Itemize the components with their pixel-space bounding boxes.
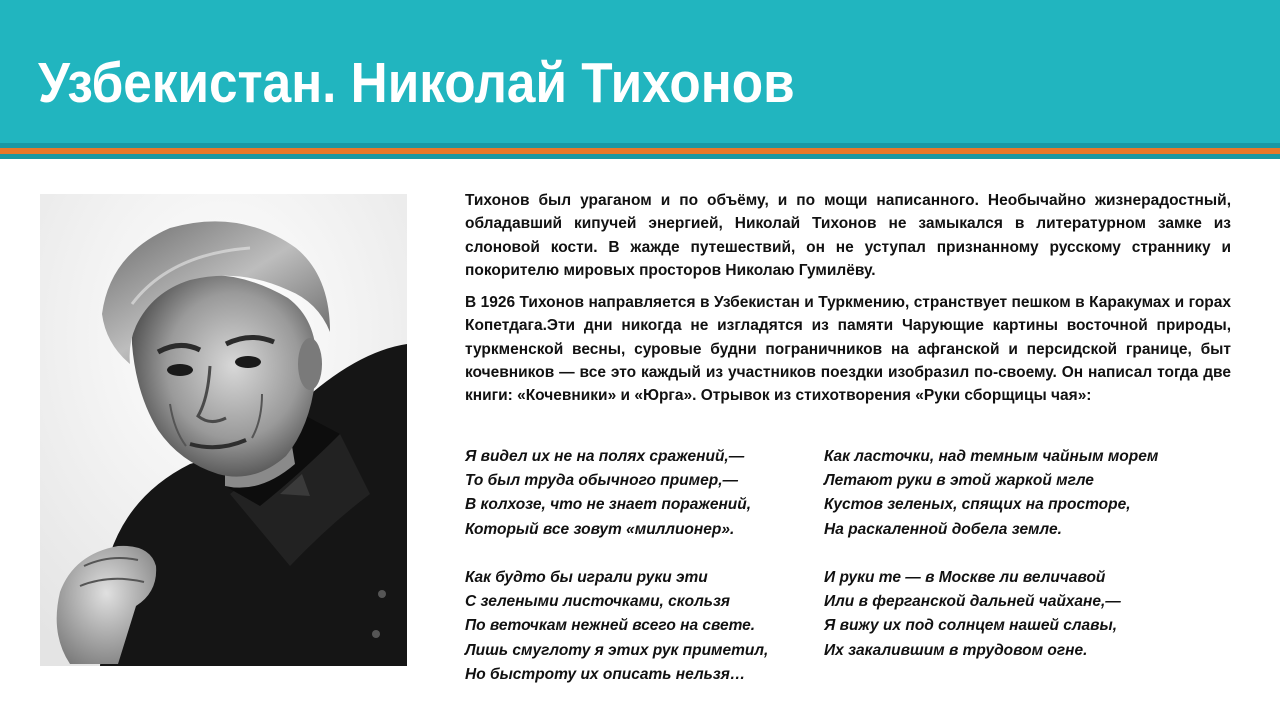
poem-line: То был труда обычного пример,— xyxy=(465,472,739,490)
poem-line: С зелеными листочками, скользя xyxy=(465,593,730,611)
portrait-photo xyxy=(40,194,407,666)
poem-line: На раскаленной добела земле. xyxy=(824,520,1062,538)
poem-line: Их закалившим в трудовом огне. xyxy=(824,641,1088,659)
poem-line: Но быстроту их описать нельзя… xyxy=(465,665,746,683)
paragraph-journey: В 1926 Тихонов направляется в Узбекистан и Туркмению, странствует пешком в Каракумах и горах Копетдага.Эти дни никогда не изгладятся из памяти Чарующие картины восточной природы, туркменской весны, суровые будни пограничников на афганской и персидской границе, быт кочевников — все это каждый из участников поездки изобразил по-своему. Он написал тогда две книги: «Кочевники» и «Юрга». Отрывок из стихотворения «Руки сборщицы чая»: xyxy=(465,294,1231,405)
poem-line: Летают руки в этой жаркой мгле xyxy=(824,472,1094,490)
poem-line: Или в ферганской дальней чайхане,— xyxy=(824,593,1121,611)
poem-line: Который все зовут «миллионер». xyxy=(465,520,735,538)
poem-line: Как будто бы играли руки эти xyxy=(465,568,708,586)
poem-line: Кустов зеленых, спящих на просторе, xyxy=(824,496,1131,514)
slide-title: Узбекистан. Николай Тихонов xyxy=(38,51,795,115)
stanza-gap xyxy=(465,542,768,566)
divider-stripe-teal-lower xyxy=(0,154,1280,159)
poem-line: И руки те — в Москве ли величавой xyxy=(824,568,1106,586)
poem-line: Как ласточки, над темным чайным морем xyxy=(824,448,1159,465)
poem-line: В колхозе, что не знает поражений, xyxy=(465,496,752,514)
poem-line: По веточкам нежней всего на свете. xyxy=(465,617,756,635)
paragraph-intro: Тихонов был ураганом и по объёму, и по мощи написанного. Необычайно жизнерадостный, обладавший кипучей энергией, Николай Тихонов не замыкался в литературном замке из слоновой кости. В жажде путешествий, он не уступал признанному русскому страннику и покорителю мировых просторов Николаю Гумилёву. xyxy=(465,192,1231,279)
poem-column-right xyxy=(824,445,1158,663)
poem-line: Я видел их не на полях сражений,— xyxy=(465,448,745,465)
portrait-photo-icon xyxy=(40,194,407,666)
body-text xyxy=(465,189,1231,408)
poem-line: Я вижу их под солнцем нашей славы, xyxy=(824,617,1118,635)
poem-line: Лишь смуглоту я этих рук приметил, xyxy=(465,641,769,659)
stanza-gap xyxy=(824,542,1158,566)
poem-column-left xyxy=(465,445,768,687)
